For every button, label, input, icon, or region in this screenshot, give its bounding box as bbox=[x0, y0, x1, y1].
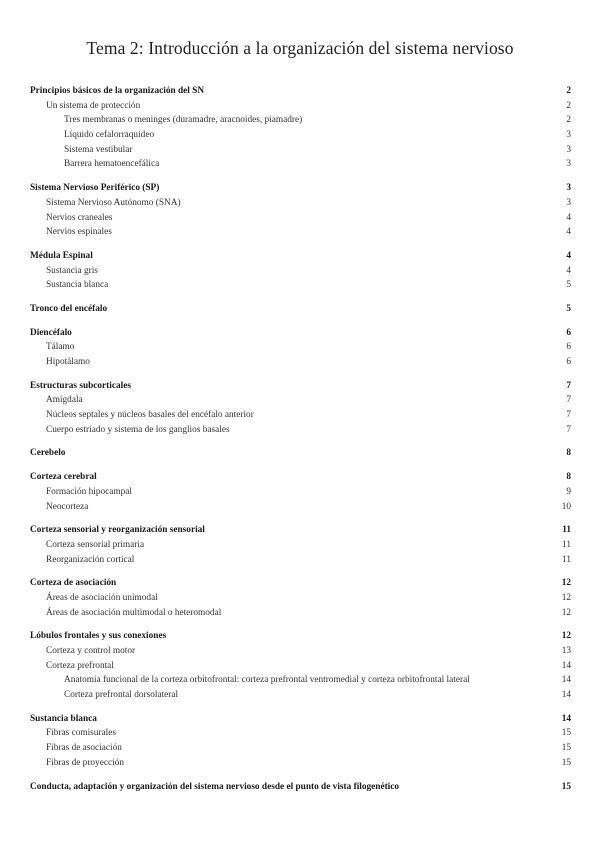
toc-page-number: 12 bbox=[561, 607, 571, 618]
toc-page-number: 5 bbox=[566, 280, 571, 291]
toc-page-number: 2 bbox=[566, 100, 571, 111]
toc-entry-label: Tronco del encéfalo bbox=[30, 303, 108, 314]
toc-subsection[interactable] bbox=[30, 553, 571, 568]
toc-section[interactable] bbox=[30, 84, 571, 99]
toc-page-number: 14 bbox=[561, 660, 571, 671]
toc-entry-label: Tálamo bbox=[46, 342, 75, 353]
toc-subsubsection[interactable] bbox=[30, 673, 571, 688]
toc-entry-label: Núcleos septales y núcleos basales del encéfalo anterior bbox=[46, 410, 254, 421]
toc-page-number: 6 bbox=[566, 342, 571, 353]
toc-entry-label: Estructuras subcorticales bbox=[30, 380, 131, 391]
toc-page-number: 2 bbox=[566, 86, 571, 96]
table-of-contents bbox=[30, 84, 571, 794]
toc-page-number: 12 bbox=[561, 592, 571, 603]
toc-page-number: 10 bbox=[561, 501, 571, 512]
toc-page-number: 3 bbox=[566, 183, 571, 194]
toc-page-number: 15 bbox=[561, 728, 571, 739]
toc-subsection[interactable] bbox=[30, 756, 571, 771]
toc-entry-label: Sistema vestibular bbox=[64, 144, 133, 155]
toc-page-number: 3 bbox=[566, 144, 571, 155]
toc-page-number: 15 bbox=[561, 743, 571, 754]
toc-entry-label: Médula Espinal bbox=[30, 250, 93, 261]
toc-entry-label: Un sistema de protección bbox=[46, 100, 141, 111]
toc-section[interactable] bbox=[30, 181, 571, 196]
toc-subsection[interactable] bbox=[30, 408, 571, 423]
toc-page-number: 7 bbox=[566, 380, 571, 391]
toc-page-number: 7 bbox=[566, 424, 571, 435]
toc-subsubsection[interactable] bbox=[30, 128, 571, 143]
toc-entry-label: Sistema Nervioso Periférico (SP) bbox=[30, 183, 160, 194]
toc-entry-label: Lóbulos frontales y sus conexiones bbox=[30, 631, 167, 642]
toc-entry-label: Áreas de asociación multimodal o heteromodal bbox=[46, 607, 222, 618]
toc-entry-label: Cuerpo estriado y sistema de los ganglios basales bbox=[46, 424, 230, 435]
toc-page-number: 3 bbox=[566, 130, 571, 141]
toc-page-number: 8 bbox=[566, 448, 571, 459]
toc-entry-label: Corteza cerebral bbox=[30, 472, 97, 483]
toc-section[interactable] bbox=[30, 379, 571, 394]
toc-subsection[interactable] bbox=[30, 278, 571, 293]
toc-entry-label: Amígdala bbox=[46, 395, 83, 406]
toc-subsection[interactable] bbox=[30, 340, 571, 355]
toc-entry-label: Formación hipocampal bbox=[46, 486, 132, 497]
toc-entry-label: Corteza sensorial primaria bbox=[46, 539, 145, 550]
toc-entry-label: Líquido cefalorraquídeo bbox=[64, 130, 155, 141]
toc-section[interactable] bbox=[30, 249, 571, 264]
toc-entry-label: Fibras comisurales bbox=[46, 728, 116, 739]
toc-entry-label: Diencéfalo bbox=[30, 327, 72, 338]
toc-entry-label: Sustancia blanca bbox=[30, 713, 97, 724]
toc-page-number: 2 bbox=[566, 115, 571, 126]
toc-page-number: 11 bbox=[562, 554, 571, 565]
toc-entry-label: Corteza prefrontal bbox=[46, 660, 114, 671]
toc-entry-label: Anatomía funcional de la corteza orbitofrontal: corteza prefrontal ventromedial y corteza orbitofrontal lateral bbox=[64, 675, 470, 686]
toc-section[interactable] bbox=[30, 712, 571, 727]
toc-entry-label: Corteza y control motor bbox=[46, 646, 136, 656]
toc-page-number: 14 bbox=[561, 690, 571, 701]
toc-subsection[interactable] bbox=[30, 196, 571, 211]
toc-subsection[interactable] bbox=[30, 423, 571, 438]
toc-section[interactable] bbox=[30, 629, 571, 644]
toc-subsection[interactable] bbox=[30, 659, 571, 674]
toc-entry-label: Fibras de asociación bbox=[46, 743, 122, 754]
toc-subsection[interactable] bbox=[30, 225, 571, 240]
toc-page-number: 6 bbox=[566, 357, 571, 367]
toc-subsection[interactable] bbox=[30, 211, 571, 226]
toc-entry-label: Sustancia blanca bbox=[46, 280, 109, 291]
toc-page-number: 11 bbox=[562, 539, 571, 550]
toc-entry-label: Nervios craneales bbox=[46, 212, 113, 223]
toc-subsubsection[interactable] bbox=[30, 113, 571, 128]
toc-page-number: 4 bbox=[566, 212, 571, 223]
toc-page-number: 11 bbox=[562, 525, 571, 536]
toc-section[interactable] bbox=[30, 780, 571, 795]
toc-page-number: 12 bbox=[561, 631, 571, 642]
toc-page-number: 4 bbox=[566, 265, 571, 276]
toc-section[interactable] bbox=[30, 446, 571, 461]
toc-subsection[interactable] bbox=[30, 500, 571, 515]
toc-entry-label: Tres membranas o meninges (duramadre, aracnoides, piamadre) bbox=[64, 115, 303, 126]
toc-page-number: 8 bbox=[566, 472, 571, 483]
toc-page-number: 7 bbox=[566, 410, 571, 421]
toc-subsection[interactable] bbox=[30, 606, 571, 621]
toc-entry-label: Reorganización cortical bbox=[46, 554, 135, 565]
toc-subsection[interactable] bbox=[30, 99, 571, 114]
toc-entry-label: Áreas de asociación unimodal bbox=[46, 592, 158, 603]
toc-page-number: 14 bbox=[561, 675, 571, 686]
toc-subsection[interactable] bbox=[30, 726, 571, 741]
toc-page-number: 15 bbox=[561, 781, 571, 792]
toc-page-number: 6 bbox=[566, 327, 571, 338]
toc-entry-label: Cerebelo bbox=[30, 448, 66, 459]
toc-page-number: 9 bbox=[566, 486, 571, 497]
toc-entry-label: Sistema Nervioso Autónomo (SNA) bbox=[46, 197, 181, 208]
toc-entry-label: Barrera hematoencefálica bbox=[64, 159, 160, 170]
toc-entry-label: Nervios espinales bbox=[46, 227, 112, 238]
toc-subsection[interactable] bbox=[30, 644, 571, 659]
toc-page-number: 3 bbox=[566, 197, 571, 208]
toc-subsection[interactable] bbox=[30, 741, 571, 756]
toc-subsection[interactable] bbox=[30, 393, 571, 408]
toc-page-number: 4 bbox=[566, 250, 571, 261]
toc-entry-label: Neocorteza bbox=[46, 501, 89, 512]
toc-page-number: 13 bbox=[561, 646, 571, 656]
toc-subsection[interactable] bbox=[30, 591, 571, 606]
toc-section[interactable] bbox=[30, 576, 571, 591]
toc-page-number: 15 bbox=[561, 757, 571, 768]
toc-page-number: 3 bbox=[566, 159, 571, 170]
toc-subsubsection[interactable] bbox=[30, 688, 571, 703]
toc-subsection[interactable] bbox=[30, 538, 571, 553]
toc-entry-label: Hipotálamo bbox=[46, 357, 90, 367]
toc-page-number: 12 bbox=[561, 578, 571, 589]
toc-entry-label: Sustancia gris bbox=[46, 265, 98, 276]
toc-entry-label: Principios básicos de la organización del SN bbox=[30, 86, 205, 96]
toc-section[interactable] bbox=[30, 302, 571, 317]
toc-page-number: 14 bbox=[561, 713, 571, 724]
toc-entry-label: Corteza sensorial y reorganización sensorial bbox=[30, 525, 205, 536]
toc-section[interactable] bbox=[30, 470, 571, 485]
toc-entry-label: Conducta, adaptación y organización del sistema nervioso desde el punto de vista filogenético bbox=[30, 781, 400, 792]
toc-subsubsection[interactable] bbox=[30, 143, 571, 158]
toc-page-number: 5 bbox=[566, 303, 571, 314]
toc-subsubsection[interactable] bbox=[30, 157, 571, 172]
toc-section[interactable] bbox=[30, 326, 571, 341]
toc-page-number: 7 bbox=[566, 395, 571, 406]
toc-subsection[interactable] bbox=[30, 264, 571, 279]
toc-subsection[interactable] bbox=[30, 355, 571, 370]
toc-entry-label: Corteza de asociación bbox=[30, 578, 117, 589]
toc-subsection[interactable] bbox=[30, 485, 571, 500]
toc-entry-label: Corteza prefrontal dorsolateral bbox=[64, 690, 179, 701]
toc-section[interactable] bbox=[30, 523, 571, 538]
document-title: Tema 2: Introducción a la organización del sistema nervioso bbox=[86, 38, 514, 58]
toc-entry-label: Fibras de proyección bbox=[46, 757, 124, 768]
toc-page-number: 4 bbox=[566, 227, 571, 238]
